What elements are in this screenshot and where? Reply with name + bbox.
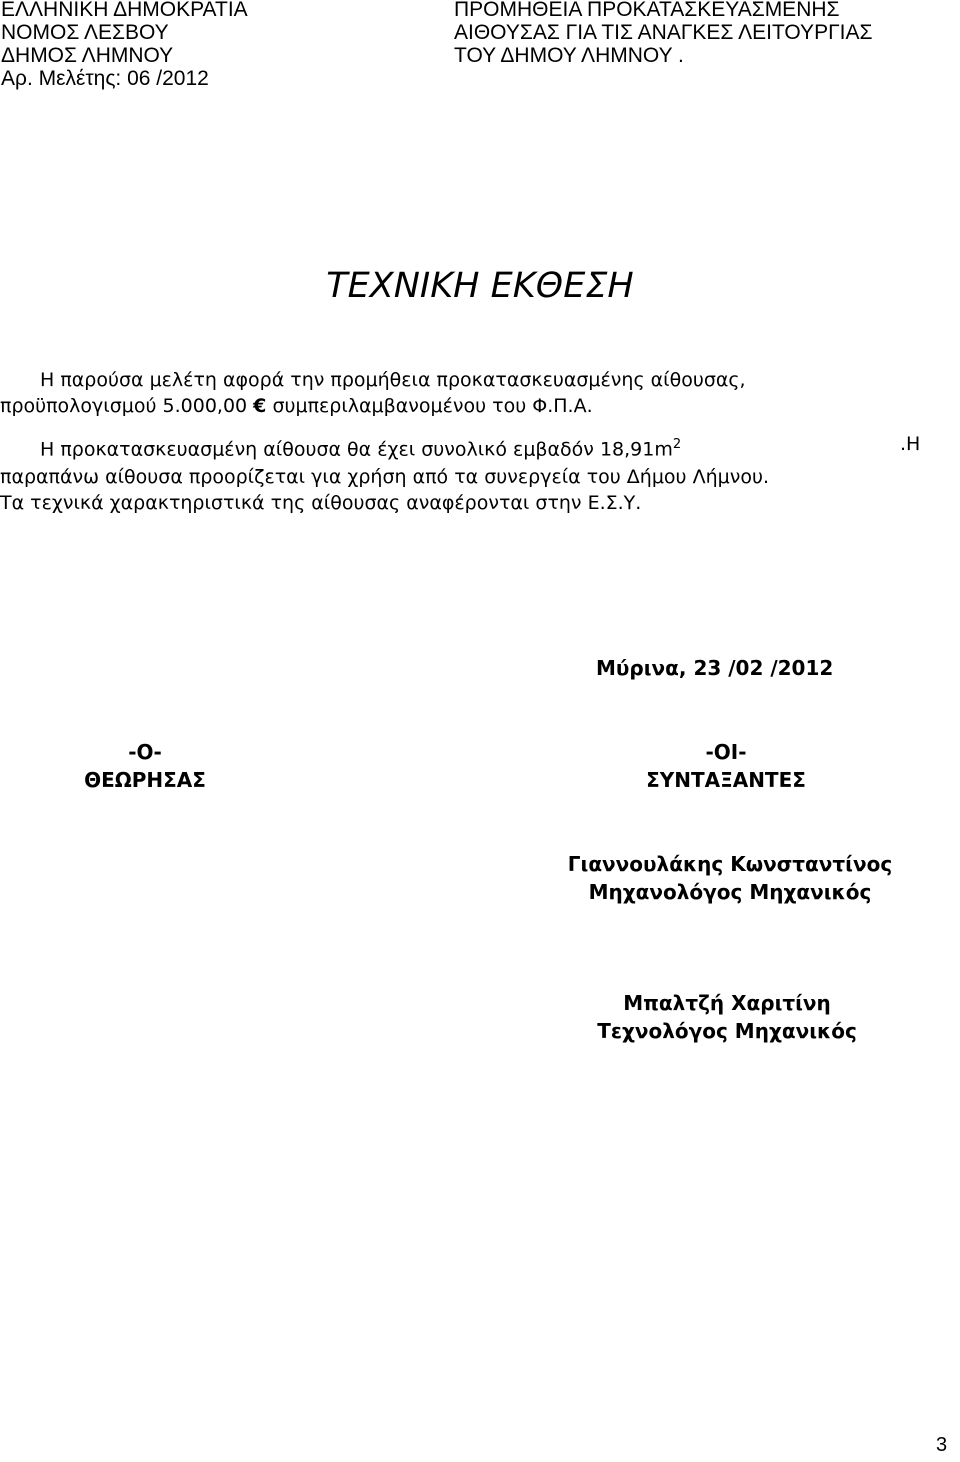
header-left-block	[1, 0, 248, 90]
author-title: Μηχανολόγος Μηχανικός	[588, 880, 872, 904]
authors-block	[626, 738, 826, 794]
authors-role: ΣΥΝΤΑΞΑΝΤΕΣ	[646, 768, 806, 792]
header-right-line: ΤΟΥ ΔΗΜΟΥ ΛΗΜΝΟΥ .	[454, 44, 684, 67]
author-title: Τεχνολόγος Μηχανικός	[597, 1019, 857, 1043]
header-left-line: ΔΗΜΟΣ ΛΗΜΝΟΥ	[1, 44, 174, 67]
author-signature	[530, 850, 930, 906]
euro-icon: €	[253, 395, 267, 417]
page-number: 3	[936, 1434, 948, 1456]
reviewer-role: ΘΕΩΡΗΣΑΣ	[84, 768, 206, 792]
authors-article: -ΟΙ-	[705, 740, 747, 764]
budget-text: προϋπολογισμού 5.000,00	[0, 395, 248, 417]
area-text: Η προκατασκευασμένη αίθουσα θα έχει συνολικό εμβαδόν 18,91m	[40, 438, 673, 461]
place-date: Μύρινα, 23 /02 /2012	[596, 656, 834, 680]
paragraph-line	[0, 394, 593, 419]
header-right-block	[454, 0, 872, 67]
paragraph-line: Η παρούσα μελέτη αφορά την προμήθεια προκατασκευασμένης αίθουσας,	[40, 369, 746, 391]
header-left-line: ΝΟΜΟΣ ΛΕΣΒΟΥ	[1, 21, 169, 44]
paragraph-line: παραπάνω αίθουσα προορίζεται για χρήση από τα συνεργεία του Δήμου Λήμνου.	[0, 466, 769, 488]
author-signature	[527, 989, 927, 1045]
document-title: ΤΕΧΝΙΚΗ ΕΚΘΕΣΗ	[326, 266, 634, 306]
paragraph-line-end: .Η	[900, 433, 921, 455]
paragraph-line: Τα τεχνικά χαρακτηριστικά της αίθουσας αναφέρονται στην Ε.Σ.Υ.	[0, 492, 642, 514]
study-number: Αρ. Μελέτης: 06 /2012	[1, 67, 209, 90]
reviewer-block	[45, 738, 245, 794]
author-name: Μπαλτζή Χαριτίνη	[623, 991, 831, 1015]
header-right-line: ΠΡΟΜΗΘΕΙΑ ΠΡΟΚΑΤΑΣΚΕΥΑΣΜΕΝΗΣ	[454, 0, 840, 21]
header-left-line: ΕΛΛΗΝΙΚΗ ΔΗΜΟΚΡΑΤΙΑ	[1, 0, 248, 21]
header-right-line: ΑΙΘΟΥΣΑΣ ΓΙΑ ΤΙΣ ΑΝΑΓΚΕΣ ΛΕΙΤΟΥΡΓΙΑΣ	[454, 21, 873, 44]
reviewer-article: -Ο-	[128, 740, 162, 764]
author-name: Γιαννουλάκης Κωνσταντίνος	[567, 852, 893, 876]
superscript: 2	[672, 437, 682, 452]
paragraph-line	[40, 432, 681, 462]
vat-text: συμπεριλαμβανομένου του Φ.Π.Α.	[272, 395, 593, 417]
